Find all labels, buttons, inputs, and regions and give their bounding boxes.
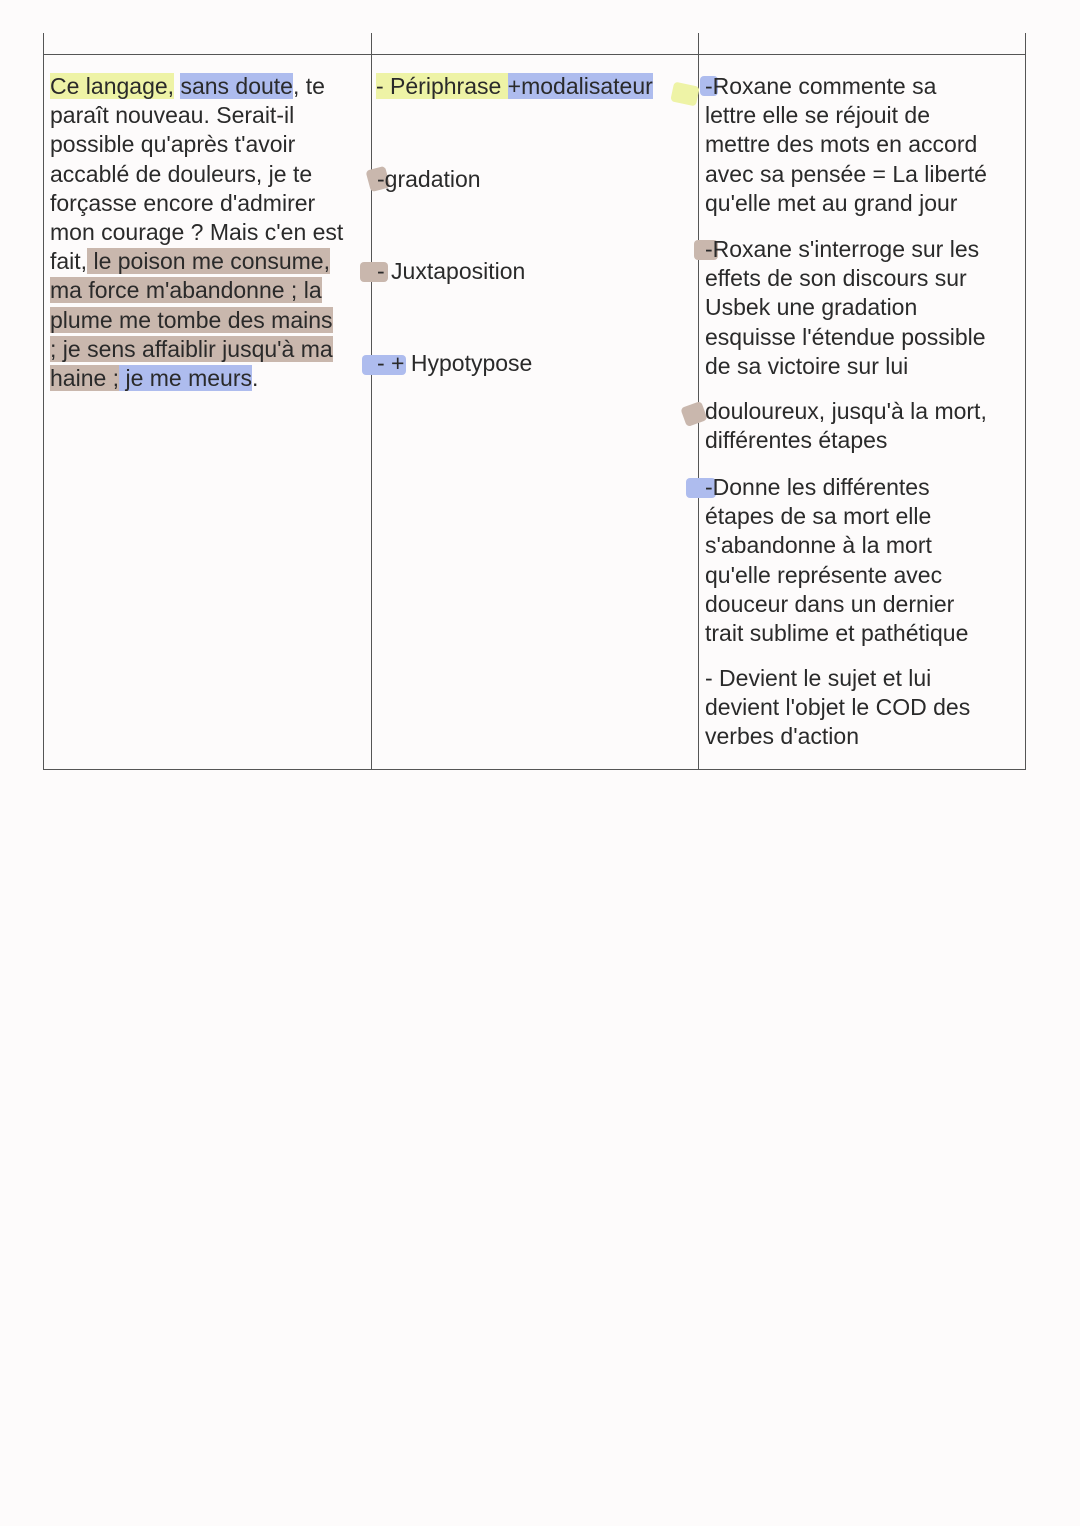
commentary-paragraph: -Roxane s'interroge sur les effets de son discours sur Usbek une gradation esquisse l'étendue possible de sa victoire sur lui [705, 236, 986, 379]
quote-line [50, 276, 370, 305]
figure-periphrase [376, 72, 653, 101]
quote-line: fait, le poison me consume, [50, 248, 330, 275]
quote-line [50, 306, 370, 335]
figure-gradation: -gradation [377, 166, 481, 192]
quote-text-cell [50, 72, 370, 393]
commentary-paragraph: douloureux, jusqu'à la mort, différentes étapes [705, 398, 987, 454]
commentary-paragraph: -Donne les différentes étapes de sa mort elle s'abandonne à la mort qu'elle représente avec douceur dans un dernier trait sublime et pathétique [705, 474, 969, 647]
highlight-yellow: - Périphrase [376, 73, 508, 99]
quote-line: Ce langage, sans doute, te [50, 73, 325, 99]
highlight-blue: sans doute [180, 73, 293, 99]
commentary-paragraph: - Devient le sujet et lui devient l'objet le COD des verbes d'action [705, 665, 971, 750]
highlight-blue: je me meurs [119, 365, 252, 392]
highlight-brown: ma force m'abandonne ; la [50, 277, 322, 304]
highlight-brown: plume me tombe des mains [50, 306, 333, 333]
figure-juxtaposition: - Juxtaposition [377, 258, 526, 284]
highlight-blue: +modalisateur [507, 73, 653, 99]
quote-line: mon courage ? Mais c'en est [50, 219, 344, 246]
quote-line: accablé de douleurs, je te [50, 160, 313, 187]
table-header-row-divider [43, 54, 1026, 55]
highlight-brown: le poison me consume, [87, 248, 330, 275]
highlight-yellow: Ce langage, [50, 73, 175, 99]
quote-line: haine ; je me meurs. [50, 365, 259, 392]
highlight-brown: ; je sens affaiblir jusqu'à ma [50, 335, 333, 362]
quote-line: possible qu'après t'avoir [50, 131, 296, 158]
quote-line: forçasse encore d'admirer [50, 189, 316, 216]
quote-line [50, 335, 370, 364]
commentary-paragraph: -Roxane commente sa lettre elle se réjouit de mettre des mots en accord avec sa pensée = La liberté qu'elle met au grand jour [705, 73, 987, 216]
figure-hypotypose: - + Hypotypose [377, 350, 533, 376]
quote-line: paraît nouveau. Serait-il [50, 102, 295, 129]
highlight-brown: haine ; [50, 365, 120, 392]
column-divider-1 [371, 33, 372, 770]
